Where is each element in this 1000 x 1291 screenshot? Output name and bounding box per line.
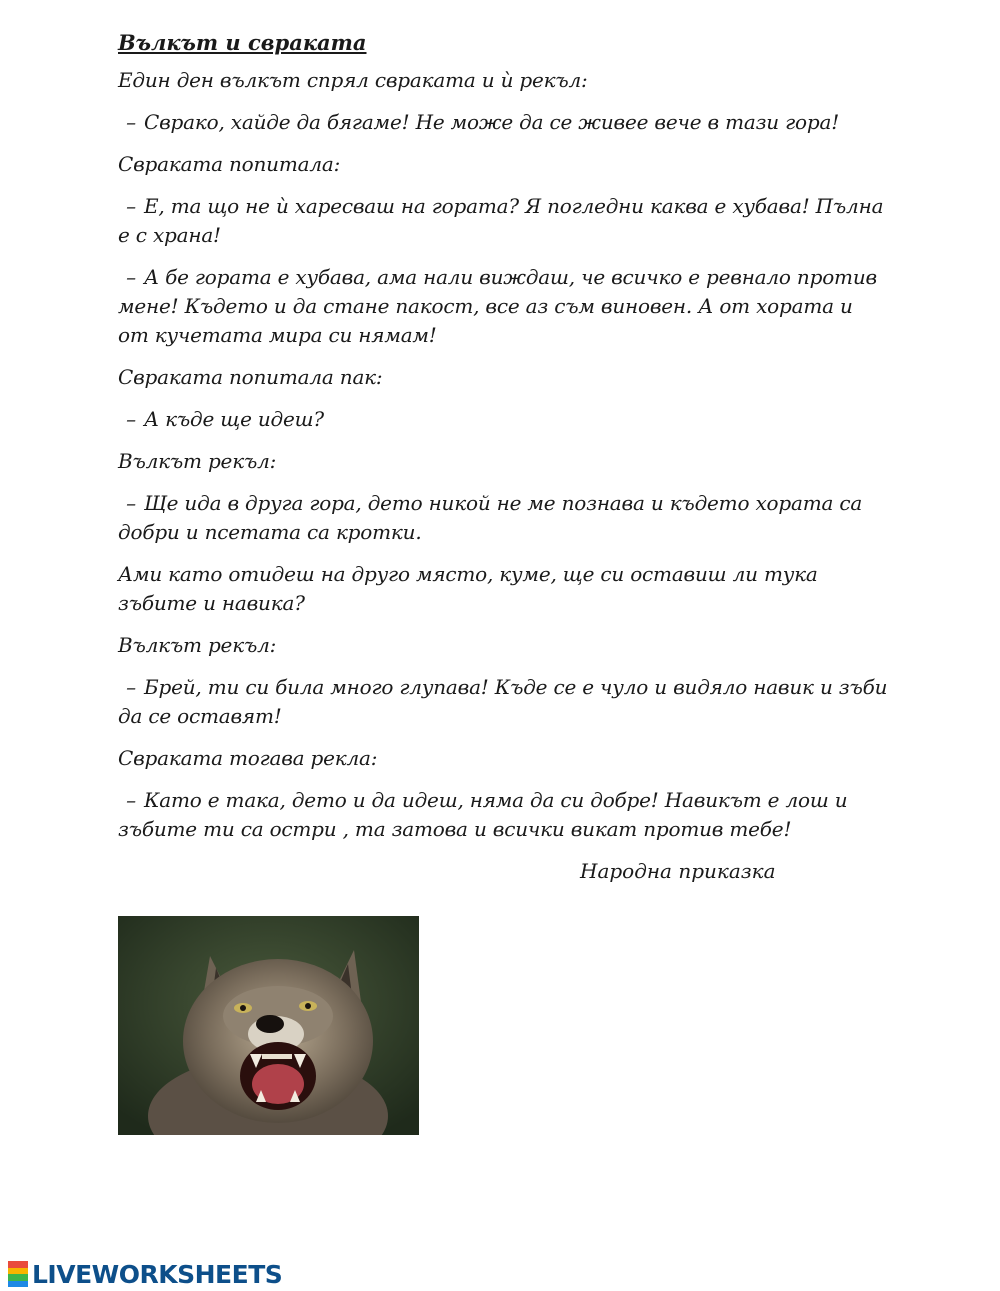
dash-marker: – [126,675,136,699]
paragraph-text: Е, та що не ѝ харесваш на гората? Я погледни каква е хубава! Пълна е с храна! [118,194,884,247]
wolf-icon [118,916,419,1135]
narration-line [118,447,888,476]
dialogue-line [118,405,888,434]
narration-line [118,150,888,179]
dialogue-line [118,192,888,250]
dash-marker: – [126,491,136,515]
narration-line [118,560,888,618]
worksheet-page [118,30,888,886]
paragraph-text: Ами като отидеш на друго място, куме, ще си оставиш ли тука зъбите и навика? [118,562,818,615]
paragraph-text: Един ден вълкът спрял свраката и ѝ рекъл: [118,68,588,92]
dash-marker: – [126,265,136,289]
dialogue-line [118,786,888,844]
dash-marker: – [126,194,136,218]
paragraph-text: Свраката попитала: [118,152,341,176]
wolf-photo [118,916,419,1135]
narration-line [118,744,888,773]
dialogue-line [118,263,888,350]
dialogue-line [118,108,888,137]
dialogue-line [118,489,888,547]
story-body [118,66,888,844]
narration-line [118,631,888,660]
paragraph-text: Като е така, дето и да идеш, няма да си добре! Навикът е лош и зъбите ти са остри , та затова и всички викат против тебе! [118,788,848,841]
paragraph-text: Вълкът рекъл: [118,633,277,657]
dialogue-line [118,673,888,731]
narration-line [118,66,888,95]
paragraph-text: Брей, ти си била много глупава! Къде се е чуло и видяло навик и зъби да се оставят! [118,675,888,728]
dash-marker: – [126,110,136,134]
paragraph-text: Свраката тогава рекла: [118,746,378,770]
brand-name: LIVEWORKSHEETS [32,1259,283,1289]
narration-line [118,363,888,392]
paragraph-text: Свраката попитала пак: [118,365,383,389]
dash-marker: – [126,407,136,431]
story-title: Вълкът и свраката [118,30,367,55]
paragraph-text: А къде ще идеш? [144,407,324,431]
liveworksheets-logo [8,1258,282,1290]
paragraph-text: Ще ида в друга гора, дето никой не ме познава и където хората са добри и псетата са кротки. [118,491,863,544]
dash-marker: – [126,788,136,812]
story-source: Народна приказка [580,859,776,883]
lws-badge-icon [8,1261,28,1287]
paragraph-text: А бе гората е хубава, ама нали виждаш, че всичко е ревнало против мене! Където и да стане пакост, все аз съм виновен. А от хората и от кучетата мира си нямам! [118,265,877,347]
paragraph-text: Вълкът рекъл: [118,449,277,473]
paragraph-text: Сврако, хайде да бягаме! Не може да се живее вече в тази гора! [144,110,840,134]
